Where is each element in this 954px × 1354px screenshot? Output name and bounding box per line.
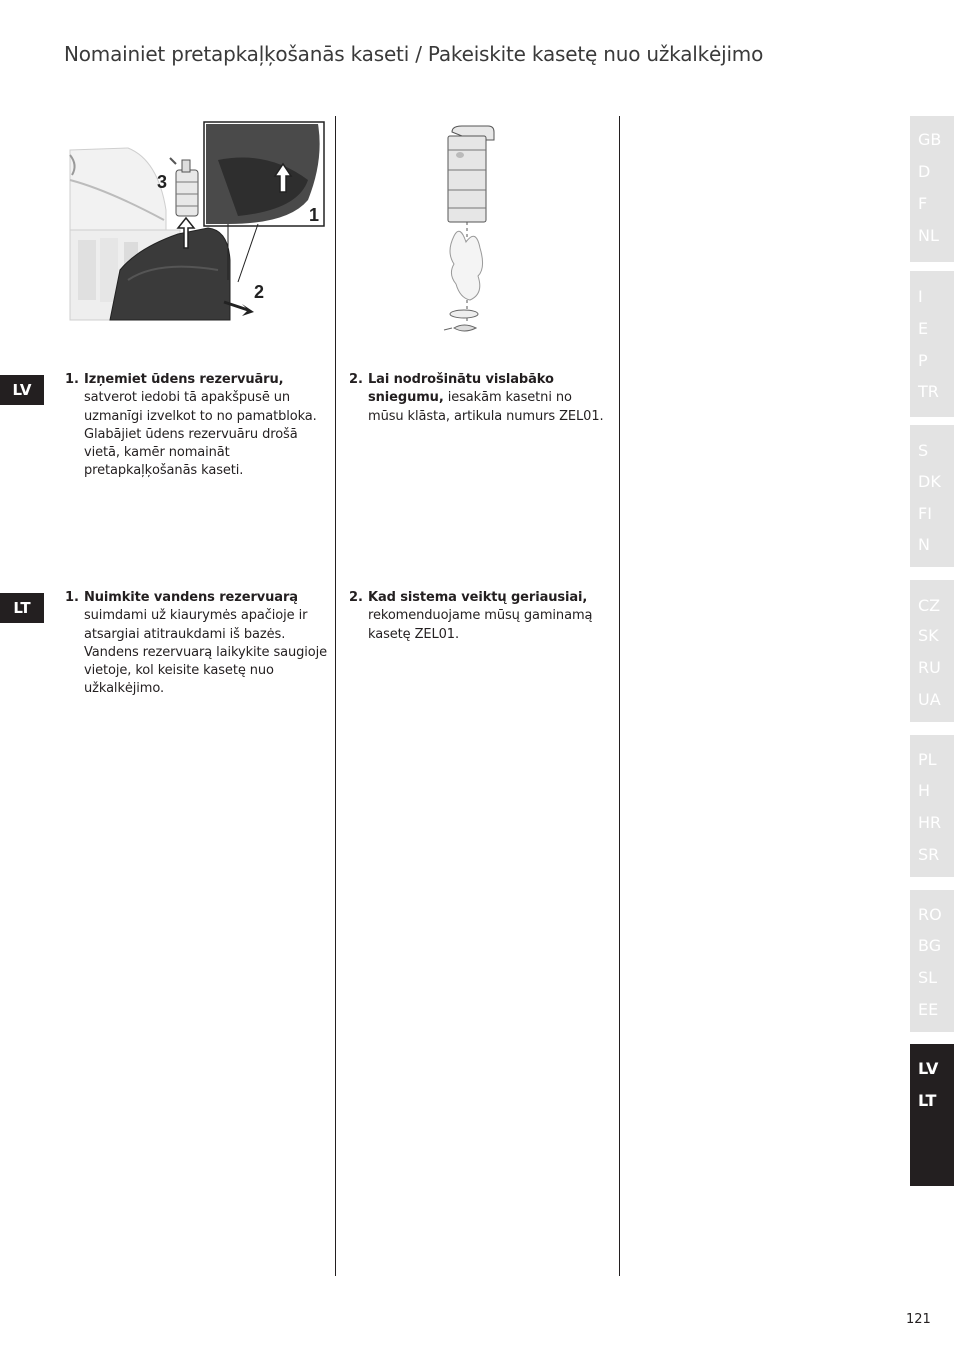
step-text: suimdami už kiaurymės apačioje ir atsargiai atitraukdami iš bazės. Vandens rezervuarą laikykite saugioje vietoje, kol keisite kasetę nuo užkalkėjimo. bbox=[84, 608, 328, 697]
language-tab-d[interactable]: D bbox=[918, 162, 931, 181]
language-tab-f[interactable]: F bbox=[918, 194, 928, 213]
language-tab-ro[interactable]: RO bbox=[918, 905, 942, 924]
callout-3: 3 bbox=[157, 172, 168, 192]
language-tab-tr[interactable]: TR bbox=[918, 382, 939, 401]
step-heading: Lai nodrošinātu vislabāko sniegumu, bbox=[368, 372, 554, 406]
language-tab-group-2[interactable] bbox=[910, 271, 954, 417]
language-tab-cz[interactable]: CZ bbox=[918, 596, 941, 615]
step-heading: Nuimkite vandens rezervuarą bbox=[84, 590, 298, 605]
language-tab-ru[interactable]: RU bbox=[918, 658, 941, 677]
step-text: iesakām kasetni no mūsu klāsta, artikula numurs ZEL01. bbox=[368, 390, 604, 424]
column-divider-1 bbox=[335, 116, 336, 1276]
language-tab-gb[interactable]: GB bbox=[918, 130, 942, 149]
language-tab-hr[interactable]: HR bbox=[918, 813, 942, 832]
tank-removal-illustration bbox=[68, 120, 330, 330]
step-text: rekomenduojame mūsų gaminamą kasetę ZEL01. bbox=[368, 608, 593, 642]
language-tab-h[interactable]: H bbox=[918, 781, 931, 800]
step-number: 2. bbox=[349, 590, 363, 605]
language-tab-bg[interactable]: BG bbox=[918, 936, 942, 955]
language-tab-group-6[interactable] bbox=[910, 890, 954, 1032]
step-number: 1. bbox=[65, 590, 79, 605]
step-heading: Izņemiet ūdens rezervuāru, bbox=[84, 372, 284, 387]
lv-section-tag: LV bbox=[0, 375, 44, 405]
language-tab-group-3[interactable] bbox=[910, 425, 954, 567]
language-tab-nl[interactable]: NL bbox=[918, 226, 939, 245]
language-tab-fi[interactable]: FI bbox=[918, 504, 932, 523]
language-tab-lv[interactable]: LV bbox=[918, 1059, 939, 1078]
page-number: 121 bbox=[906, 1312, 931, 1327]
callout-2: 2 bbox=[254, 282, 265, 302]
language-tab-lt[interactable]: LT bbox=[918, 1091, 937, 1110]
language-tab-sl[interactable]: SL bbox=[918, 968, 938, 987]
language-tab-sk[interactable]: SK bbox=[918, 626, 939, 645]
language-tab-group-4[interactable] bbox=[910, 580, 954, 722]
language-tab-group-7-active[interactable] bbox=[910, 1044, 954, 1186]
step-number: 1. bbox=[65, 372, 79, 387]
language-tab-n[interactable]: N bbox=[918, 535, 930, 554]
cartridge-exploded-illustration bbox=[440, 124, 500, 340]
step-number: 2. bbox=[349, 372, 363, 387]
step-text: satverot iedobi tā apakšpusē un uzmanīgi izvelkot to no pamatbloka. Glabājiet ūdens rezervuāru drošā vietā, kamēr nomaināt pretapkaļķošanās kaseti. bbox=[84, 390, 317, 479]
language-tab-dk[interactable]: DK bbox=[918, 472, 941, 491]
language-tab-pl[interactable]: PL bbox=[918, 750, 937, 769]
language-tab-ee[interactable]: EE bbox=[918, 1000, 939, 1019]
language-tab-e[interactable]: E bbox=[918, 319, 929, 338]
column-divider-2 bbox=[619, 116, 620, 1276]
language-tab-p[interactable]: P bbox=[918, 351, 928, 370]
page-title: Nomainiet pretapkaļķošanās kaseti / Pakeiskite kasetę nuo užkalkėjimo bbox=[64, 42, 764, 66]
lt-section-tag: LT bbox=[0, 593, 44, 623]
language-tab-group-5[interactable] bbox=[910, 735, 954, 877]
language-tab-i[interactable]: I bbox=[918, 287, 923, 306]
language-tab-ua[interactable]: UA bbox=[918, 690, 941, 709]
step-heading: Kad sistema veiktų geriausiai, bbox=[368, 590, 588, 605]
language-tab-s[interactable]: S bbox=[918, 441, 929, 460]
language-tab-group-1[interactable] bbox=[910, 116, 954, 262]
callout-1: 1 bbox=[309, 205, 320, 225]
language-tab-sr[interactable]: SR bbox=[918, 845, 940, 864]
